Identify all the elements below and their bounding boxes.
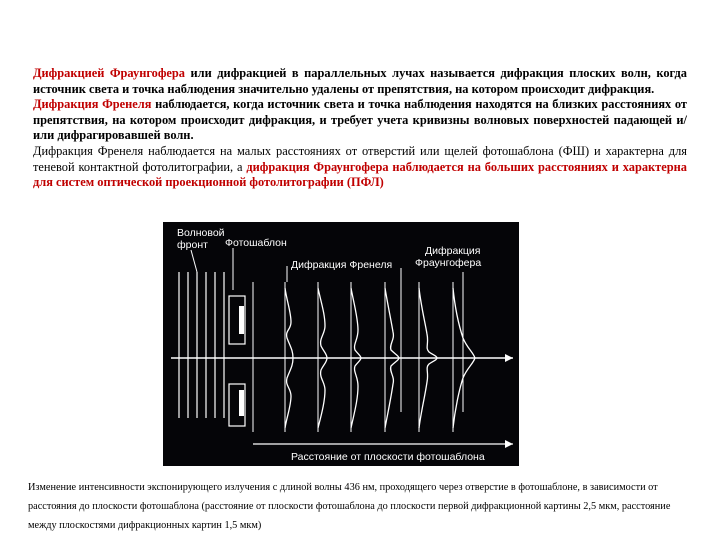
- axis-arrow: [505, 354, 513, 362]
- label-wavefront-line1: Волновой: [177, 227, 225, 239]
- diffraction-diagram: [163, 222, 519, 466]
- paragraph-comparison: [33, 144, 687, 191]
- label-fresnel: Дифракция Френеля: [291, 259, 393, 271]
- label-wavefront-line2: фронт: [177, 239, 208, 251]
- highlighted-statement: дифракция Фраунгофера наблюдается на больших расстояниях и характерна для систем оптической проекционной фотолитографии (ПФЛ): [33, 159, 687, 190]
- paragraph-fraunhofer-definition: [33, 66, 687, 97]
- diffraction-planes: [253, 282, 453, 432]
- term-fraunhofer: Дифракцией Фраунгофера: [33, 66, 186, 80]
- caption-text: Изменение интенсивности экспонирующего излучения с длиной волны 436 нм, проходящего через отверстие в фотошаблоне, в зависимости от расстояния до плоскости фотошаблона (расстояние от плоскости фотошаблона до плоскости первой дифракционной картины 2,5 мкм, расстояние между плоскостями дифракционных картин 1,5 мкм): [28, 482, 671, 531]
- photomask: [229, 296, 245, 426]
- paragraph-text: наблюдается, когда источник света и точка наблюдения находятся на близких расстояниях от препятствия, на котором происходит дифракция, и требует учета кривизны волновых поверхностей падающей и/или дифрагировавшей волн.: [33, 97, 687, 143]
- distance-arrow-head: [505, 440, 513, 448]
- label-photomask: Фотошаблон: [225, 237, 287, 249]
- label-fraunhofer-line2: Фраунгофера: [415, 257, 482, 269]
- label-distance: Расстояние от плоскости фотошаблона: [291, 451, 485, 463]
- diffraction-figure: [163, 222, 519, 466]
- figure-caption: [28, 478, 692, 535]
- paragraph-fresnel-definition: [33, 97, 687, 144]
- paragraph-text: Дифракция Френеля наблюдается на малых расстояниях от отверстий или щелей фотошаблона (ФШ) и характерна для теневой контактной фотолитографии, а: [33, 143, 687, 174]
- paragraph-text: или дифракцией в параллельных лучах называется дифракция плоских волн, когда источник света и точка наблюдения значительно удалены от препятствия, на котором происходит дифракция.: [33, 66, 687, 96]
- label-leaders: [191, 248, 463, 412]
- label-fraunhofer-line1: Дифракция: [425, 245, 481, 257]
- wavefront-lines: [179, 272, 224, 418]
- term-fresnel: Дифракция Френеля: [33, 97, 152, 112]
- main-text: [33, 66, 687, 191]
